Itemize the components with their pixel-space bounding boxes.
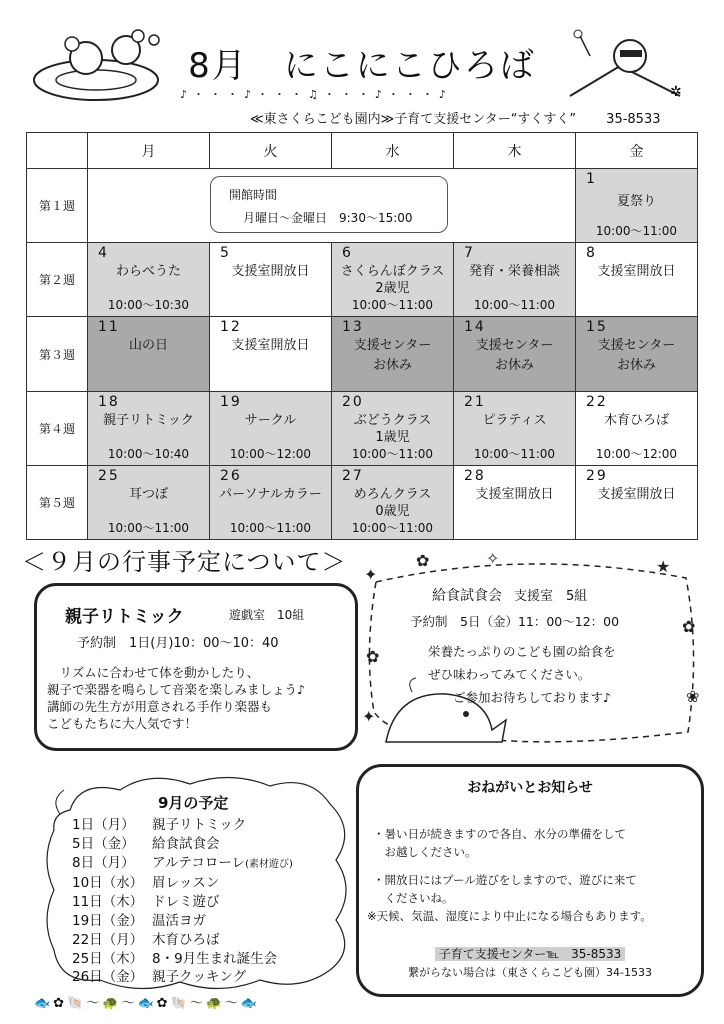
event-name: 発育・栄養相談	[468, 264, 560, 280]
event-name: 支援センター	[597, 338, 676, 354]
calendar-cell	[210, 465, 332, 539]
calendar-cell	[88, 465, 210, 539]
mice-illustration	[26, 28, 186, 108]
svg-text:✦: ✦	[364, 565, 378, 584]
date-number: 25	[98, 467, 120, 484]
schedule-item	[72, 968, 293, 987]
lunch-reservation: 予約制 5日（金）11：00～12：00	[410, 614, 620, 629]
week-label: 第３週	[27, 317, 88, 391]
event-name: パーソナルカラー	[219, 486, 322, 502]
schedule-event: 親子リトミック	[152, 817, 247, 833]
event-age: 0歳児	[375, 503, 410, 519]
event-name: ピラティス	[482, 412, 547, 428]
calendar-cell	[332, 317, 454, 391]
week-row	[27, 243, 698, 317]
event-note: お休み	[494, 358, 534, 374]
schedule-date: 11日（木）	[72, 894, 144, 911]
week-row	[27, 465, 698, 539]
date-number: 19	[220, 393, 242, 410]
svg-text:✿: ✿	[366, 647, 380, 666]
rhythmic-title: 親子リトミック	[65, 607, 184, 627]
date-number: 7	[464, 245, 475, 262]
event-time: 10:00～10:30	[107, 298, 190, 313]
schedule-item	[72, 835, 293, 854]
event-time: 10:00～11:00	[351, 521, 434, 535]
event-time: 10:00～10:40	[107, 446, 190, 461]
event-time: 10:00～11:00	[107, 521, 190, 535]
date-number: 6	[342, 245, 353, 262]
svg-text:✿: ✿	[416, 552, 430, 570]
svg-text:✦: ✦	[362, 707, 376, 726]
beach-mouse-illustration	[560, 26, 700, 110]
notice-box	[356, 764, 704, 997]
corner-cell	[27, 133, 88, 169]
notice-caveat: ※天候、気温、湿度により中止になる場合もあります。	[367, 909, 652, 923]
date-number: 11	[98, 319, 120, 336]
center-info	[250, 108, 661, 127]
contact-line	[359, 945, 701, 962]
day-header: 火	[210, 133, 332, 169]
date-number: 28	[464, 467, 486, 484]
description-line: ご参加お待ちしております♪	[428, 690, 611, 705]
date-number: 20	[342, 393, 364, 410]
notice-item	[373, 871, 637, 907]
event-name: 支援室開放日	[231, 264, 310, 280]
date-number: 13	[342, 319, 364, 336]
svg-text:✿: ✿	[682, 617, 696, 636]
calendar-cell	[576, 391, 698, 465]
rhythmic-description	[47, 664, 305, 732]
event-name: サークル	[244, 412, 297, 428]
calendar-cell	[332, 391, 454, 465]
opening-hours-box	[210, 176, 448, 233]
schedule-date: 10日（水）	[72, 875, 144, 892]
date-number: 21	[464, 393, 486, 410]
schedule-event: ドレミ遊び	[152, 894, 220, 911]
week-label: 第２週	[27, 243, 88, 317]
event-time: 10:00～12:00	[595, 446, 678, 461]
day-header: 月	[88, 133, 210, 169]
schedule-date: 25日（木）	[72, 950, 144, 967]
schedule-date: 22日（月）	[72, 931, 144, 948]
description-line: 親子で楽器を鳴らして音楽を楽しみましょう♪	[47, 682, 305, 697]
date-number: 22	[586, 393, 608, 410]
lunch-place: 支援室 5組	[514, 589, 588, 604]
notice-item	[373, 825, 626, 861]
event-age: 2歳児	[375, 281, 410, 297]
calendar-cell	[332, 465, 454, 539]
schedule-event: 眉レッスン	[152, 875, 220, 892]
opening-hours-label: 開館時間	[229, 188, 278, 202]
event-time: 10:00～12:00	[229, 446, 312, 461]
svg-text:✧: ✧	[486, 552, 500, 568]
opening-hours-value: 月曜日～金曜日 9:30～15:00	[243, 211, 413, 225]
notice-line: お越しください。	[373, 845, 477, 859]
event-name: めろんクラス	[353, 486, 432, 502]
schedule-item	[72, 854, 293, 875]
rhythmic-place: 遊戯室 10組	[229, 608, 305, 622]
schedule-item	[72, 931, 293, 950]
date-number: 26	[220, 467, 242, 484]
svg-text:★: ★	[656, 557, 671, 576]
description-line: 栄養たっぷりのこども園の給食を	[428, 644, 616, 659]
schedule-item	[72, 893, 293, 912]
notice-line: ・暑い日が続きますので各自、水分の準備をして	[373, 827, 626, 841]
calendar-cell	[332, 243, 454, 317]
calendar-header-row	[27, 133, 698, 169]
calendar-cell	[454, 317, 576, 391]
svg-text:❀: ❀	[686, 687, 700, 706]
description-line: リズムに合わせて体を動かしたり、	[47, 665, 260, 680]
event-name: さくらんぼクラス	[340, 264, 445, 280]
schedule-date: 19日（金）	[72, 912, 144, 929]
event-note: お休み	[616, 358, 656, 374]
event-age: 1歳児	[375, 429, 410, 445]
event-time: 10:00～11:00	[595, 224, 678, 239]
title-name: にこにこひろば	[283, 46, 536, 86]
day-header: 木	[454, 133, 576, 169]
day-header: 水	[332, 133, 454, 169]
calendar-cell	[88, 243, 210, 317]
calendar-cell	[576, 243, 698, 317]
calendar-cell	[88, 317, 210, 391]
schedule-item	[72, 874, 293, 893]
calendar-cell	[210, 317, 332, 391]
event-name: 支援室開放日	[475, 486, 554, 502]
event-name: わらべうた	[115, 264, 181, 280]
event-time: 10:00～11:00	[473, 446, 556, 461]
date-number: 14	[464, 319, 486, 336]
event-name: 支援室開放日	[597, 264, 676, 280]
schedule-item	[72, 912, 293, 931]
day-header: 金	[576, 133, 698, 169]
event-note: お休み	[372, 358, 412, 374]
svg-text:✲: ✲	[670, 84, 682, 100]
center-name: ≪東さくらこども園内≫子育て支援センター“すくすく”	[250, 112, 577, 127]
alternate-contact: 繋がらない場合は（東さくらこども園）34-1533	[408, 966, 652, 979]
event-name: 夏祭り	[616, 194, 656, 210]
date-number: 8	[586, 245, 597, 262]
date-number: 1	[586, 171, 597, 188]
week-label: 第５週	[27, 465, 88, 539]
sea-creatures-border: 🐟✿🐚～🐢～🐟✿🐚～🐢～🐟	[34, 996, 261, 1011]
schedule-event: 温活ヨガ	[152, 912, 206, 929]
music-notes-decoration: ♪・・・♪・・・♫・・・♪・・・♪	[180, 88, 452, 101]
calendar-cell	[210, 391, 332, 465]
date-number: 15	[586, 319, 608, 336]
week-label: 第１週	[27, 169, 88, 243]
calendar-cell	[454, 391, 576, 465]
rhythmic-event-box	[34, 583, 358, 751]
event-name: ぶどうクラス	[353, 412, 432, 428]
schedule-date: 5日（金）	[72, 835, 135, 852]
schedule-date: 8日（月）	[72, 854, 135, 871]
date-number: 5	[220, 245, 231, 262]
title-month: 8月	[188, 46, 248, 86]
notice-line: ・開放日にはプール遊びをしますので、遊びに来て	[373, 873, 637, 887]
center-phone: 35-8533	[606, 112, 661, 127]
event-name: 木育ひろば	[603, 412, 669, 428]
event-name: 山の日	[128, 338, 168, 354]
week-row	[27, 317, 698, 391]
event-name: 支援室開放日	[231, 338, 310, 354]
schedule-note: (素材遊び)	[245, 858, 293, 870]
date-number: 12	[220, 319, 242, 336]
schedule-event: 木育ひろば	[152, 931, 220, 948]
date-number: 27	[342, 467, 364, 484]
description-line: こどもたちに大人気です！	[47, 716, 198, 731]
event-time: 10:00～11:00	[473, 298, 556, 313]
event-name: 親子リトミック	[103, 412, 194, 428]
schedule-event: 8・9月生まれ誕生会	[152, 950, 278, 967]
lunch-title: 給食試食会	[432, 588, 502, 604]
schedule-item	[72, 816, 293, 835]
event-name: 支援センター	[353, 338, 432, 354]
event-name: 支援室開放日	[597, 486, 676, 502]
event-time: 10:00～11:00	[351, 446, 434, 461]
notice-title: おねがいとお知らせ	[467, 780, 593, 796]
event-name: 支援センター	[475, 338, 554, 354]
calendar-cell	[210, 243, 332, 317]
schedule-event: 給食試食会	[152, 835, 220, 852]
description-line: ぜひ味わってみてください。	[428, 667, 591, 682]
date-number: 29	[586, 467, 608, 484]
date-number: 4	[98, 245, 109, 262]
schedule-date: 1日（月）	[72, 817, 135, 833]
description-line: 講師の先生方が用意される手作り楽器も	[47, 699, 273, 714]
contact-phone: 子育て支援センター℡ 35-8533	[435, 947, 626, 961]
calendar-cell	[88, 391, 210, 465]
event-time: 10:00～11:00	[229, 521, 312, 535]
calendar-cell	[576, 465, 698, 539]
date-number: 18	[98, 393, 120, 410]
schedule-title: 9月の予定	[158, 794, 229, 812]
event-time: 10:00～11:00	[351, 298, 434, 313]
calendar-cell	[454, 243, 576, 317]
week-label: 第４週	[27, 391, 88, 465]
schedule-event: アルテコローレ	[152, 854, 246, 871]
calendar-cell	[454, 465, 576, 539]
event-name: 耳つぼ	[128, 486, 168, 502]
notice-line: くださいね。	[373, 891, 454, 905]
schedule-date: 26日（金）	[72, 969, 144, 986]
schedule-item	[72, 950, 293, 969]
calendar-cell	[576, 317, 698, 391]
september-section-heading: ＜９月の行事予定について＞	[22, 548, 347, 576]
rhythmic-reservation: 予約制 1日(月)10：00～10：40	[77, 636, 279, 651]
week-row	[27, 391, 698, 465]
september-schedule-list	[72, 816, 293, 987]
lunch-tasting-heading	[432, 585, 587, 605]
schedule-event: 親子クッキング	[152, 969, 247, 986]
lunch-description	[428, 640, 616, 709]
calendar-cell	[576, 169, 698, 243]
